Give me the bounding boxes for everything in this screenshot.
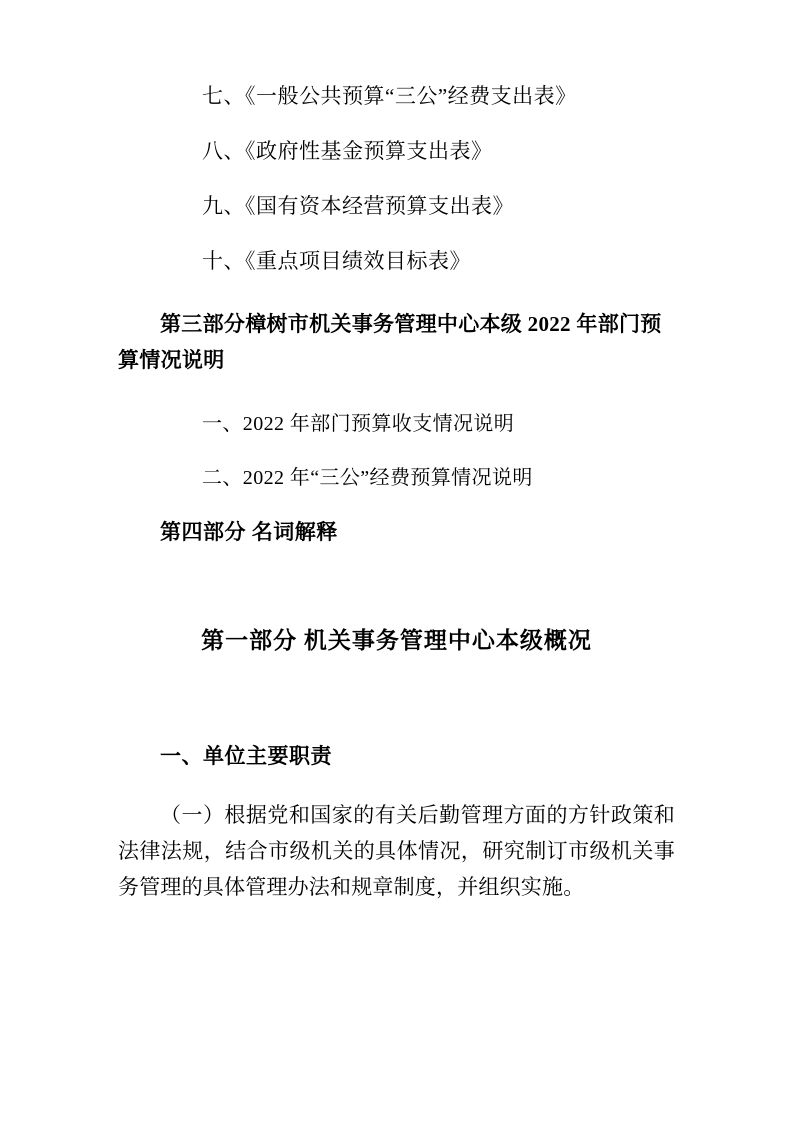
part-three-heading: 第三部分樟树市机关事务管理中心本级 2022 年部门预算情况说明 <box>118 312 662 373</box>
spacer <box>118 767 675 797</box>
duties-paragraph: （一）根据党和国家的有关后勤管理方面的方针政策和法律法规，结合市级机关的具体情况，研究制订市级机关事务管理的具体管理办法和规章制度，并组织实施。 <box>118 803 675 900</box>
spacer <box>118 384 675 414</box>
part-one-title: 第一部分 机关事务管理中心本级概况 <box>201 628 592 654</box>
toc-item-9: 九、《国有资本经营预算支出表》 <box>202 194 514 218</box>
toc-item-7: 七、《一般公共预算“三公”经费支出表》 <box>202 84 577 108</box>
spacer <box>118 543 675 629</box>
duties-heading: 一、单位主要职责 <box>160 744 332 769</box>
part-four-heading: 第四部分 名词解释 <box>160 520 338 545</box>
toc-item-8: 八、《政府性基金预算支出表》 <box>202 139 493 163</box>
part-three-item-1: 一、2022 年部门预算收支情况说明 <box>202 413 515 436</box>
toc-item-10: 十、《重点项目绩效目标表》 <box>202 249 471 273</box>
spacer <box>118 652 675 746</box>
document-body <box>118 0 675 906</box>
part-three-item-2: 二、2022 年“三公”经费预算情况说明 <box>202 467 533 490</box>
